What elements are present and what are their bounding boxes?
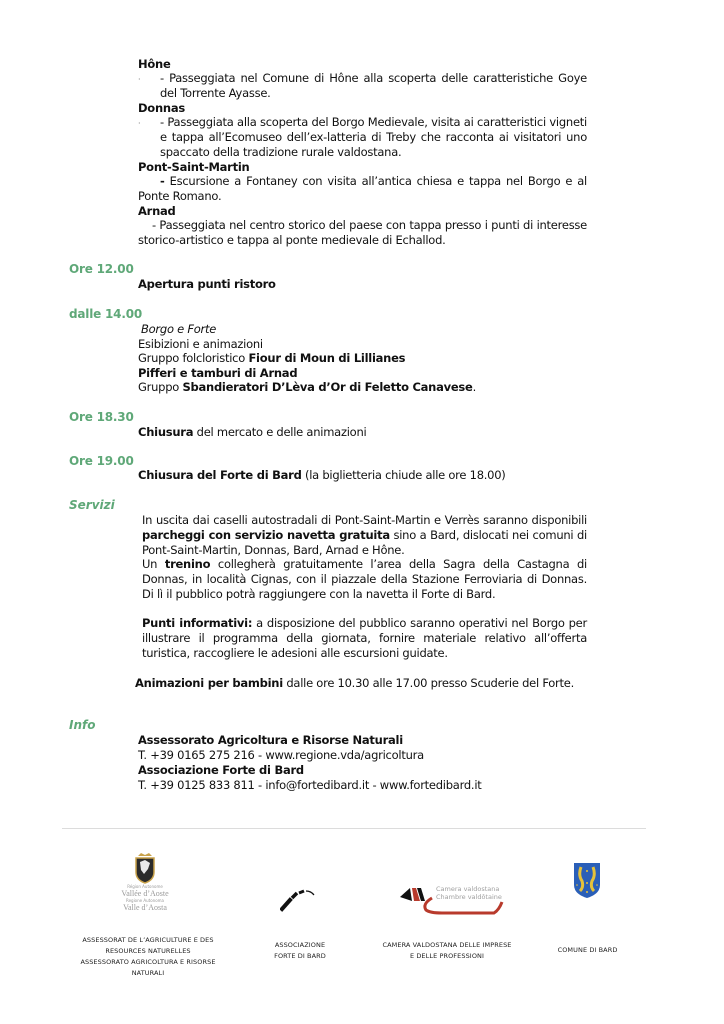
servizi-parking — [142, 513, 587, 558]
servizi-kids-text: dalle ore 10.30 alle 17.00 presso Scuderie del Forte. — [282, 676, 575, 690]
time-1830: Ore 18.30 — [69, 410, 134, 424]
caption-line: ASSOCIAZIONE — [274, 941, 326, 949]
logo-text-line: Camera valdostana — [436, 885, 500, 893]
comune-di-bard-crest-icon — [572, 861, 602, 899]
servizi-info-points-bold: Punti informativi: — [142, 616, 253, 630]
event-1400-line2 — [138, 351, 405, 366]
servizi-train-b: collegherà gratuitamente l’area della Sagra della Castagna di Donnas, in località Cignas, con il piazzale della Stazione Ferroviaria di Donnas. Di lì il pubblico potrà raggiungere con la navetta il Forte di Bard. — [142, 557, 587, 601]
event-1900 — [138, 468, 506, 483]
servizi-heading: Servizi — [69, 498, 115, 512]
walk-place-donnas: Donnas — [138, 101, 185, 115]
time-1900: Ore 19.00 — [69, 454, 134, 468]
logo-caption-comune-di-bard — [545, 945, 630, 956]
event-1400-line4-pre: Gruppo — [138, 380, 183, 394]
info-org2: Associazione Forte di Bard — [138, 763, 304, 777]
caption-line: CAMERA VALDOSTANA DELLE IMPRESE — [382, 941, 512, 949]
info-org1-contact[interactable]: T. +39 0165 275 216 - www.regione.vda/agricoltura — [138, 748, 424, 762]
servizi-kids — [135, 676, 574, 691]
servizi-train-a: Un — [142, 557, 165, 571]
event-1400-line1: Esibizioni e animazioni — [138, 337, 263, 351]
servizi-parking-a: In uscita dai caselli autostradali di Pont-Saint-Martin e Verrès saranno disponibili — [142, 513, 587, 527]
info-org1: Assessorato Agricoltura e Risorse Naturali — [138, 733, 403, 747]
walk-dash: - — [160, 174, 165, 188]
walk-text-arnad: - Passeggiata nel centro storico del paese con tappa presso i punti di interesse storico-artistico e tappa al ponte medievale di Echallod. — [138, 218, 587, 247]
servizi-train-bold: trenino — [164, 557, 211, 571]
walk-place-arnad: Arnad — [138, 204, 176, 218]
walk-text-pont-saint-martin — [138, 174, 587, 204]
caption-line: RESOURCES NATURELLES — [105, 947, 191, 955]
time-1400: dalle 14.00 — [69, 307, 142, 321]
caption-line: FORTE DI BARD — [274, 952, 326, 960]
caption-line: COMUNE DI BARD — [557, 946, 618, 954]
walk-text-hone: - Passeggiata nel Comune di Hône alla scoperta delle caratteristiche Goye del Torrente Ayasse. — [160, 71, 587, 100]
event-1400-line2-bold: Fiour di Moun di Lillianes — [248, 351, 406, 365]
walk-text-pont-saint-martin-body: Escursione a Fontaney con visita all’antica chiesa e tappa nel Borgo e al Ponte Romano. — [138, 174, 588, 203]
caption-line: E DELLE PROFESSIONI — [409, 952, 485, 960]
footer-divider — [62, 828, 646, 829]
valle-d-aosta-crest-icon — [132, 852, 158, 884]
servizi-parking-b: sino a Bard, dislocati nei comuni di Pont-Saint-Martin, Donnas, Bard, Arnad e Hône. — [142, 528, 587, 557]
servizi-train — [142, 557, 587, 602]
event-1400-line2-pre: Gruppo folcloristico — [138, 351, 249, 365]
bullet-marker: · — [138, 75, 141, 84]
walk-place-hone: Hône — [138, 57, 171, 71]
valle-d-aosta-logo-text — [110, 884, 180, 912]
event-1400-line3: Pifferi e tamburi di Arnad — [138, 366, 298, 380]
event-1400-line4-post: . — [472, 380, 476, 394]
logo-text-line: Vallée d’Aoste — [121, 889, 169, 898]
forte-di-bard-mark-icon — [280, 887, 320, 913]
time-1200: Ore 12.00 — [69, 262, 134, 276]
event-1830-bold: Chiusura — [138, 425, 194, 439]
logo-caption-forte-di-bard — [250, 940, 350, 962]
caption-line: ASSESSORATO AGRICOLTURA E RISORSE — [80, 958, 216, 966]
event-1900-bold: Chiusura del Forte di Bard — [138, 468, 302, 482]
logo-caption-camera-valdostana — [372, 940, 522, 962]
servizi-kids-bold: Animazioni per bambini — [135, 676, 283, 690]
logo-text-line: Région Autonome — [127, 884, 163, 889]
logo-text-line: Regione Autonoma — [125, 898, 165, 903]
event-1400-line4 — [138, 380, 476, 395]
camera-valdostana-swoosh-icon — [420, 896, 505, 916]
servizi-info-points-text: a disposizione del pubblico saranno operativi nel Borgo per illustrare il programma della giornata, fornire materiale relativo all’offerta turistica, raccogliere le adesioni alle escursioni guidate. — [142, 616, 587, 660]
logo-caption-assessorato — [70, 935, 226, 979]
servizi-parking-bold: parcheggi con servizio navetta gratuita — [142, 528, 390, 542]
event-1200: Apertura punti ristoro — [138, 277, 276, 291]
servizi-info-points — [142, 616, 587, 661]
event-1400-location: Borgo e Forte — [141, 322, 217, 336]
info-heading: Info — [69, 718, 96, 732]
walk-place-pont-saint-martin: Pont-Saint-Martin — [138, 160, 250, 174]
event-1400-line4-bold: Sbandieratori D’Lèva d’Or di Feletto Canavese — [182, 380, 473, 394]
event-1900-text: (la biglietteria chiude alle ore 18.00) — [301, 468, 506, 482]
caption-line: NATURALI — [131, 969, 165, 977]
event-1830-text: del mercato e delle animazioni — [193, 425, 367, 439]
event-1830 — [138, 425, 366, 440]
info-org2-contact[interactable]: T. +39 0125 833 811 - info@fortedibard.it - www.fortedibard.it — [138, 778, 482, 792]
logo-text-line: Chambre valdôtaine — [436, 893, 502, 901]
caption-line: ASSESSORAT DE L’AGRICULTURE E DES — [82, 936, 214, 944]
logo-text-line: Valle d’Aosta — [123, 903, 167, 912]
bullet-marker: · — [138, 119, 141, 128]
walk-text-donnas: - Passeggiata alla scoperta del Borgo Medievale, visita ai caratteristici vigneti e tappa all’Ecomuseo dell’ex-latteria di Treby che racconta ai visitatori uno spaccato della tradizione rurale valdostana. — [160, 115, 587, 159]
